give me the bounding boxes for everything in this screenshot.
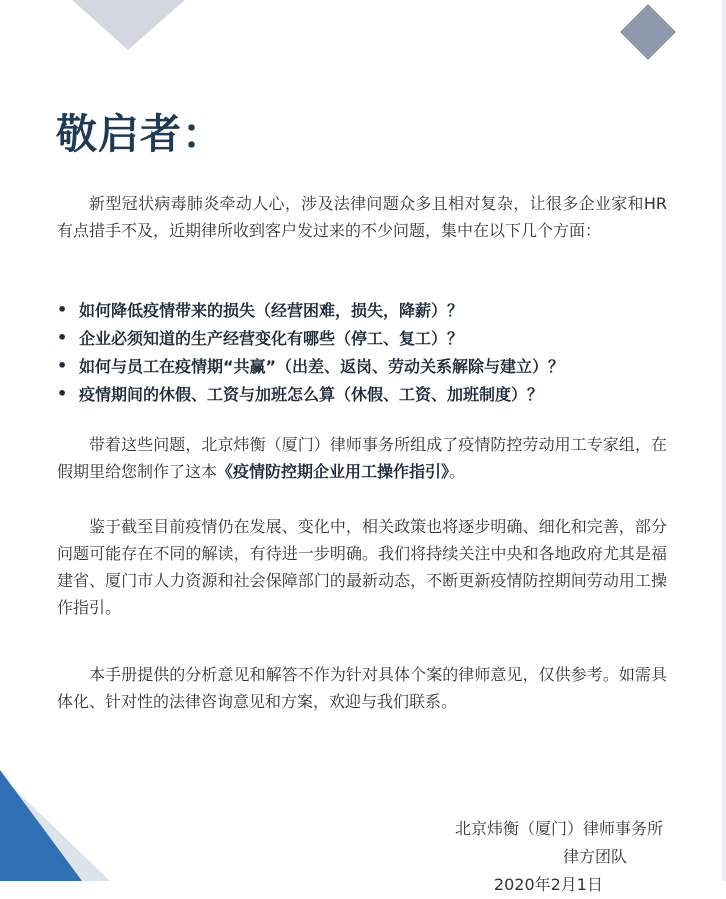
list-item — [57, 297, 677, 325]
policy-update-paragraph: 鉴于截至目前疫情仍在发展、变化中，相关政策也将逐步明确、细化和完善，部分问题可能存在不同的解读，有待进一步明确。我们将持续关注中央和各地政府尤其是福建省、厦门市人力资源和社会保障部门的最新动态，不断更新疫情防控期间劳动用工操作指引。 — [57, 517, 667, 617]
signature-team: 律方团队 — [562, 847, 627, 866]
question-list — [57, 297, 677, 409]
list-item — [57, 381, 677, 409]
bullet-icon: • — [57, 300, 68, 319]
bottom-left-shade-shape — [0, 775, 110, 881]
top-diamond-shape — [620, 4, 676, 60]
signature-firm: 北京炜衡（厦门）律师事务所 — [454, 819, 663, 838]
paragraph-text: 带着这些问题，北京炜衡（厦门）律师事务所组成了疫情防控劳动用工专家组，在假期里给您制作了这本 — [57, 435, 667, 481]
expert-group-paragraph — [57, 431, 667, 485]
bullet-icon: • — [57, 328, 68, 347]
signature-block — [363, 815, 663, 899]
list-item-text: 如何降低疫情带来的损失（经营困难，损失，降薪）？ — [79, 301, 464, 320]
list-item-text: 企业必须知道的生产经营变化有哪些（停工、复工）？ — [79, 329, 464, 348]
paragraph-text: 。 — [449, 462, 466, 481]
page-edge — [722, 0, 726, 881]
list-item-text: 如何与员工在疫情期“共赢”（出差、返岗、劳动关系解除与建立）？ — [79, 357, 565, 376]
list-item — [57, 353, 677, 381]
signature-date: 2020年2月1日 — [493, 875, 603, 894]
bullet-icon: • — [57, 384, 68, 403]
guide-title: 《疫情防控期企业用工操作指引》 — [217, 462, 450, 481]
list-item-text: 疫情期间的休假、工资与加班怎么算（休假、工资、加班制度）？ — [79, 385, 544, 404]
salutation-heading: 敬启者： — [56, 110, 224, 158]
intro-paragraph: 新型冠状病毒肺炎牵动人心，涉及法律问题众多且相对复杂，让很多企业家和HR有点措手不及，近期律所收到客户发过来的不少问题，集中在以下几个方面： — [57, 194, 667, 240]
list-item — [57, 325, 677, 353]
disclaimer-paragraph: 本手册提供的分析意见和解答不作为针对具体个案的律师意见，仅供参考。如需具体化、针对性的法律咨询意见和方案，欢迎与我们联系。 — [57, 665, 667, 711]
bullet-icon: • — [57, 356, 68, 375]
top-triangle-shape — [72, 0, 185, 50]
bottom-left-triangle-shape — [0, 770, 82, 881]
